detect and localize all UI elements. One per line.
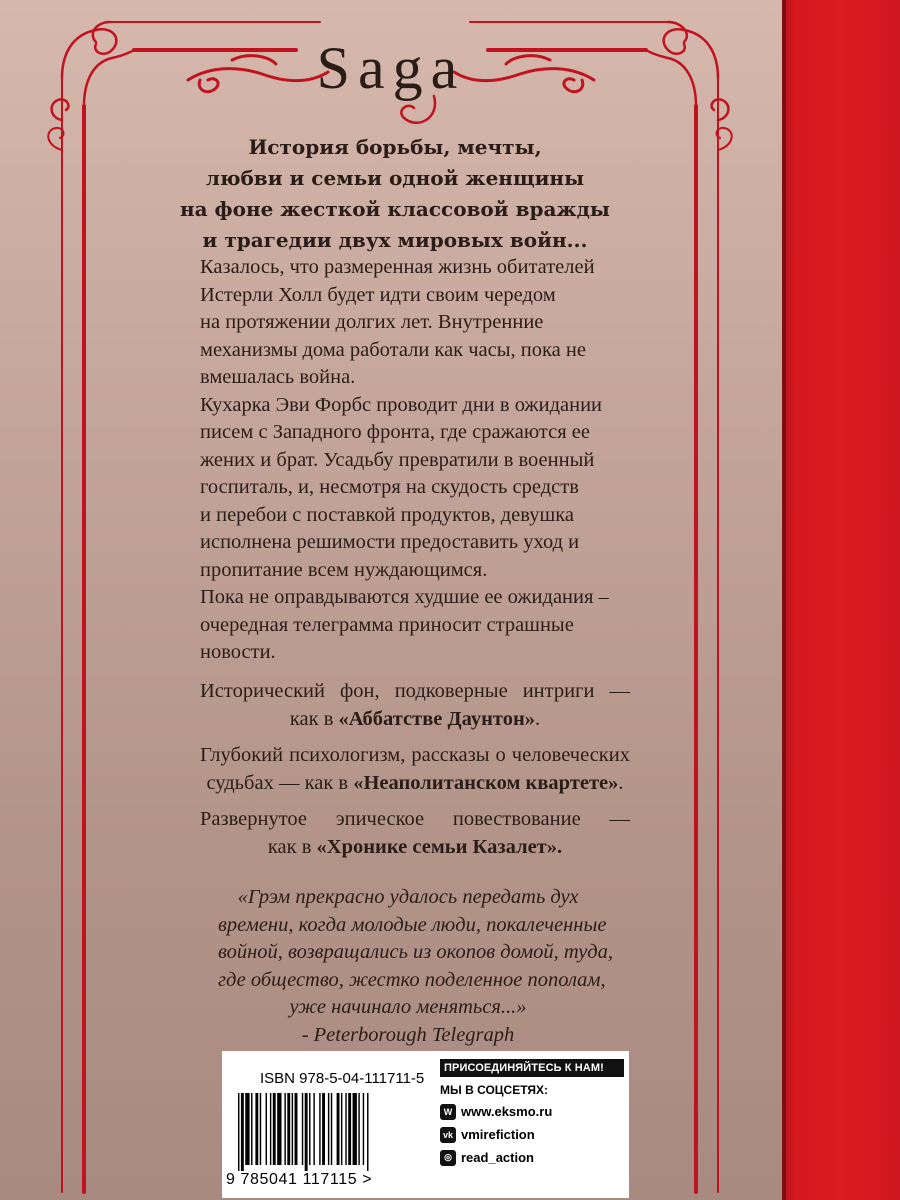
intro-block	[160, 132, 630, 256]
corner-flourish-top-left	[52, 22, 134, 120]
comparison-cazalet	[200, 805, 630, 861]
social-link-website[interactable]	[440, 1103, 624, 1120]
barcode-bar	[302, 1093, 303, 1165]
description-line: механизмы дома работали как часы, пока не	[200, 338, 586, 361]
barcode-bar	[270, 1093, 271, 1165]
description-line: вмешалась война.	[200, 366, 356, 388]
intro-line: История борьбы, мечты,	[248, 135, 542, 159]
barcode-bar	[337, 1093, 340, 1165]
barcode-bar	[284, 1093, 285, 1165]
barcode-bar	[319, 1093, 320, 1165]
barcode-bar	[305, 1093, 308, 1171]
intro-line: любви и семьи одной женщины	[205, 166, 585, 190]
review-source: - Peterborough Telegraph	[301, 1023, 515, 1046]
comparison-line	[200, 833, 630, 861]
barcode-bar	[345, 1093, 346, 1165]
barcode-bar	[322, 1093, 325, 1165]
intro-line: и трагедии двух мировых войн...	[202, 228, 588, 252]
description-line: на протяжении долгих лет. Внутренние	[200, 311, 544, 333]
barcode-bar	[341, 1093, 342, 1165]
social-link-vk[interactable]	[440, 1126, 624, 1143]
barcode-bar	[238, 1093, 239, 1171]
description-line: госпиталь, и, несмотря на скудость средств	[200, 476, 579, 498]
comparison-line	[200, 769, 630, 797]
corner-flourish-top-right	[646, 22, 728, 120]
barcode-bar	[295, 1093, 298, 1165]
barcode-bar	[348, 1093, 351, 1165]
barcode-bar	[273, 1093, 276, 1165]
social-link-label: read_action	[461, 1150, 534, 1165]
comparison-line: Исторический фон, подковерные интриги —	[200, 680, 630, 702]
description-line: исполнена решимости предоставить уход и	[200, 531, 580, 553]
barcode-bar	[260, 1093, 261, 1165]
comparison-line: Глубокий психологизм, рассказы о человеческих	[200, 744, 630, 766]
review-line: уже начинало меняться...»	[289, 996, 527, 1018]
comparison-line: Развернутое эпическое повествование —	[200, 808, 630, 830]
review-line: времени, когда молодые люди, покалеченные	[218, 913, 607, 936]
intro-line: на фоне жесткой классовой вражды	[180, 197, 610, 221]
vk-icon: vk	[440, 1127, 456, 1143]
review-line: где общество, жестко поделенное пополам,	[218, 968, 606, 991]
barcode-bar	[358, 1093, 359, 1165]
comparison-prefix: как в	[267, 836, 317, 858]
description-line: и перебои с поставкой продуктов, девушка	[200, 503, 575, 526]
comparison-neapolitan	[200, 741, 630, 797]
barcode-bar	[367, 1093, 368, 1171]
barcode-bar	[363, 1093, 364, 1165]
social-heading: МЫ В СОЦСЕТЯХ:	[440, 1083, 549, 1097]
barcode-bar	[266, 1093, 267, 1165]
description-line: очередная телеграмма приносит страшные	[200, 613, 574, 636]
review-line: «Грэм прекрасно удалось передать дух	[237, 886, 579, 908]
saga-logo: Saga	[316, 35, 466, 101]
join-banner: ПРИСОЕДИНЯЙТЕСЬ К НАМ!	[440, 1059, 624, 1077]
barcode-bar	[331, 1093, 332, 1165]
barcode-bar	[313, 1093, 314, 1165]
review-quote	[218, 884, 613, 1049]
barcode-bar	[287, 1093, 290, 1165]
logo-flourish-left	[188, 56, 328, 92]
comparison-prefix: как в	[289, 708, 339, 730]
description-line: Казалось, что размеренная жизнь обитателей	[200, 256, 595, 278]
barcode-bar	[251, 1093, 252, 1165]
description-line: Кухарка Эви Форбс проводит дни в ожидании	[200, 393, 603, 416]
barcode-bar	[241, 1093, 244, 1171]
description-line: пропитание всем нуждающимся.	[200, 558, 488, 581]
spine-edge	[782, 0, 786, 1200]
barcode-bar	[245, 1093, 249, 1165]
barcode-bar	[309, 1093, 310, 1165]
description-line: новости.	[200, 641, 276, 663]
social-link-label: vmirefiction	[461, 1127, 535, 1142]
comparison-title: «Неаполитанском квартете»	[353, 772, 619, 794]
comparison-title: «Аббатстве Даунтон»	[338, 708, 536, 730]
comparison-prefix: судьбах — как в	[206, 772, 354, 794]
social-link-label: www.eksmo.ru	[461, 1104, 553, 1119]
barcode-bar	[292, 1093, 293, 1165]
comparison-suffix: .	[618, 772, 624, 794]
barcode-digits: 9 785041 117115 >	[226, 1171, 373, 1188]
barcode-bar	[255, 1093, 258, 1165]
instagram-icon: ◎	[440, 1150, 456, 1166]
comparison-suffix: .	[535, 708, 541, 730]
barcode-bar	[353, 1093, 357, 1165]
logo-flourish-right	[454, 56, 594, 92]
social-link-instagram[interactable]	[440, 1149, 624, 1166]
comparison-title: «Хронике семьи Казалет».	[316, 836, 563, 858]
barcode-bar	[277, 1093, 281, 1165]
isbn-panel	[222, 1051, 629, 1198]
description-block	[200, 254, 630, 667]
review-line: войной, возвращались из окопов домой, туда,	[218, 941, 613, 963]
social-panel	[440, 1059, 624, 1166]
barcode	[236, 1093, 422, 1171]
description-line: жених и брат. Усадьбу превратили в военный	[200, 448, 595, 471]
barcode-bar	[328, 1093, 329, 1165]
comparison-line	[200, 705, 630, 733]
description-line: Пока не оправдываются худшие ее ожидания –	[200, 586, 609, 608]
isbn-label: ISBN 978-5-04-111711-5	[260, 1070, 425, 1087]
globe-icon: W	[440, 1104, 456, 1120]
description-line: Истерли Холл будет идти своим чередом	[200, 283, 556, 306]
book-spine	[782, 0, 900, 1200]
comparison-downton	[200, 677, 630, 733]
description-line: писем с Западного фронта, где сражаются ее	[200, 421, 590, 443]
